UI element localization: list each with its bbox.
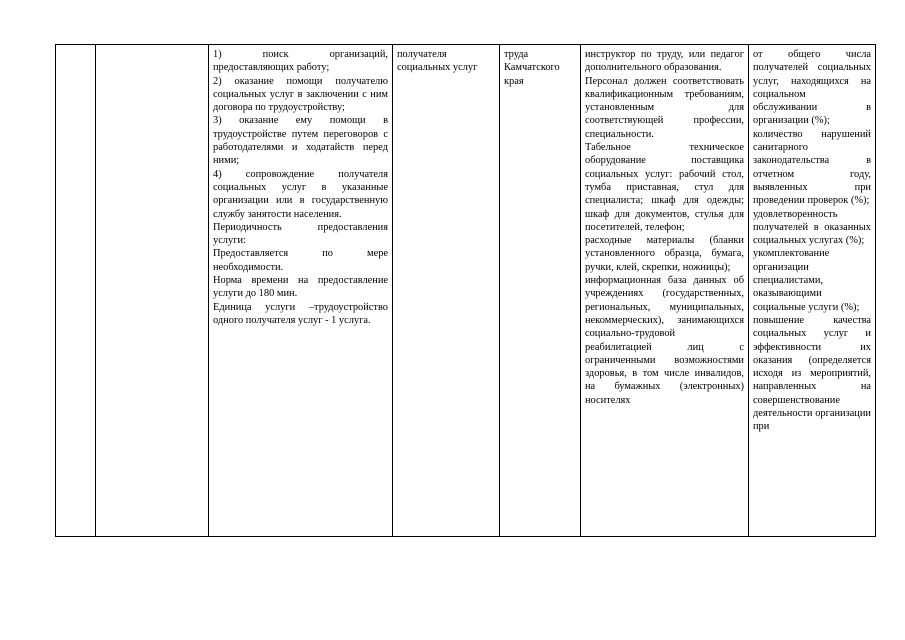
services-table xyxy=(55,44,876,537)
cell-quality-indicators xyxy=(749,45,876,537)
cell-recipient: получателя социальных услуг xyxy=(393,45,500,537)
indicator-paragraph: от общего числа получателей социальных услуг, находящихся на социальном обслуживании в организации (%); xyxy=(753,49,871,127)
description-paragraph: 3) оказание ему помощи в трудоустройстве путем переговоров с работодателями и ходатайств перед ними; xyxy=(213,115,388,167)
conditions-paragraph: Табельное техническое оборудование поставщика социальных услуг: рабочий стол, тумба приставная, стул для специалиста; шкаф для одежды; шкаф для документов, стулья для посетителей, телефон; xyxy=(585,142,744,233)
table-row xyxy=(56,45,876,537)
description-paragraph: Периодичность предоставления услуги: xyxy=(213,221,388,247)
description-paragraph: Предоставляется по мере необходимости. xyxy=(213,248,388,273)
conditions-paragraph: инструктор по труду, или педагог дополнительного образования. xyxy=(585,49,744,74)
description-paragraph: Единица услуги –трудоустройство одного получателя услуг - 1 услуга. xyxy=(213,301,388,326)
description-paragraph: 1) поиск организаций, предоставляющих работу; xyxy=(213,49,388,74)
indicator-paragraph: укомплектование организации специалистами, оказывающими социальные услуги (%); xyxy=(753,248,860,313)
conditions-paragraph: информационная база данных об учреждениях (государственных, региональных, муниципальных, некоммерческих), занимающихся социально-трудовой реабилитацией лиц с ограниченными возможностями здоровья, в том числе инвалидов, на бумажных (электронных) носителях xyxy=(585,275,744,406)
description-paragraph: 2) оказание помощи получателю социальных услуг в заключении с ним договора по трудоустройству; xyxy=(213,75,388,114)
conditions-paragraph: расходные материалы (бланки установленного образца, бумага, ручки, клей, скрепки, ножницы); xyxy=(585,235,744,273)
cell-service-name xyxy=(96,45,209,537)
indicator-paragraph: повышение качества социальных услуг и эффективности их оказания (определяется исходя из мероприятий, направленных на совершенствование деятельности организации при xyxy=(753,314,871,433)
indicator-paragraph: количество нарушений санитарного законодательства в отчетном году, выявленных при проведении проверок (%); xyxy=(753,128,871,207)
cell-service-description xyxy=(209,45,393,537)
cell-conditions xyxy=(581,45,749,537)
conditions-paragraph: Персонал должен соответствовать квалификационным требованиям, установленным для соответствующей профессии, специальности. xyxy=(585,75,744,140)
indicator-paragraph: удовлетворенность получателей в оказанных социальных услугах (%); xyxy=(753,208,871,247)
cell-legal-basis: труда Камчатского края xyxy=(500,45,581,537)
description-paragraph: 4) сопровождение получателя социальных услуг в указанные организации или в государственную службу занятости населения. xyxy=(213,168,388,220)
cell-number xyxy=(56,45,96,537)
description-paragraph: Норма времени на предоставление услуги до 180 мин. xyxy=(213,275,388,300)
